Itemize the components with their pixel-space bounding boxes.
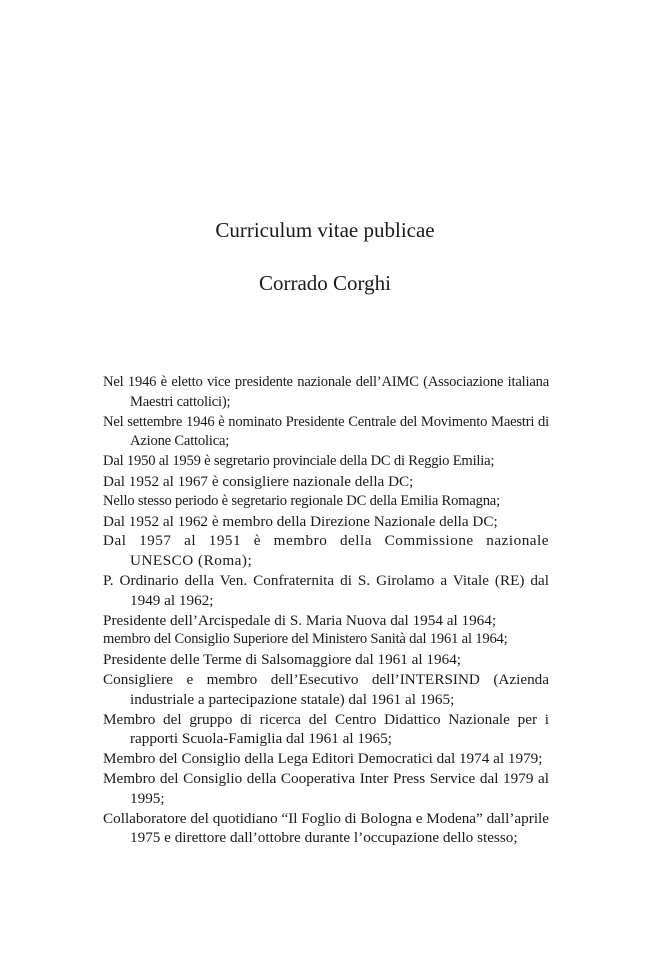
cv-entry: Membro del gruppo di ricerca del Centro Didattico Nazionale per i rapporti Scuola-Famiglia dal 1961 al 1965; <box>103 710 549 748</box>
cv-entry: membro del Consiglio Superiore del Ministero Sanità dal 1961 al 1964; <box>103 631 508 648</box>
cv-entry: Nel settembre 1946 è nominato Presidente Centrale del Movimento Maestri di Azione Cattolica; <box>103 413 549 450</box>
cv-entry: Nel 1946 è eletto vice presidente nazionale dell’AIMC (Associazione italiana Maestri cattolici); <box>103 374 549 410</box>
cv-entry: Membro del Consiglio della Cooperativa Inter Press Service dal 1979 al 1995; <box>103 769 549 807</box>
author-name: Corrado Corghi <box>258 271 392 295</box>
cv-entry: Consigliere e membro dell’Esecutivo dell’INTERSIND (Azienda industriale a partecipazione statale) dal 1961 al 1965; <box>103 670 549 708</box>
cv-entry: Dal 1952 al 1962 è membro della Direzione Nazionale della DC; <box>103 512 498 530</box>
cv-entry-list <box>103 373 549 848</box>
cv-entry: P. Ordinario della Ven. Confraternita di S. Girolamo a Vitale (RE) dal 1949 al 1962; <box>103 571 549 609</box>
page-title: Curriculum vitae publicae <box>215 218 435 242</box>
cv-entry: Dal 1952 al 1967 è consigliere nazionale della DC; <box>103 472 414 490</box>
cv-entry: Nello stesso periodo è segretario regionale DC della Emilia Romagna; <box>103 492 500 509</box>
cv-entry: Membro del Consiglio della Lega Editori Democratici dal 1974 al 1979; <box>103 750 543 768</box>
cv-entry: Dal 1957 al 1951 è membro della Commissione nazionale UNESCO (Roma); <box>103 532 549 570</box>
cv-entry: Dal 1950 al 1959 è segretario provinciale della DC di Reggio Emilia; <box>103 453 495 470</box>
cv-entry: Presidente delle Terme di Salsomaggiore dal 1961 al 1964; <box>103 651 462 669</box>
cv-entry: Presidente dell’Arcispedale di S. Maria Nuova dal 1954 al 1964; <box>103 611 497 629</box>
cv-entry: Collaboratore del quotidiano “Il Foglio di Bologna e Modena” dall’aprile 1975 e direttore dall’ottobre durante l’occupazione dello stesso; <box>103 809 549 847</box>
